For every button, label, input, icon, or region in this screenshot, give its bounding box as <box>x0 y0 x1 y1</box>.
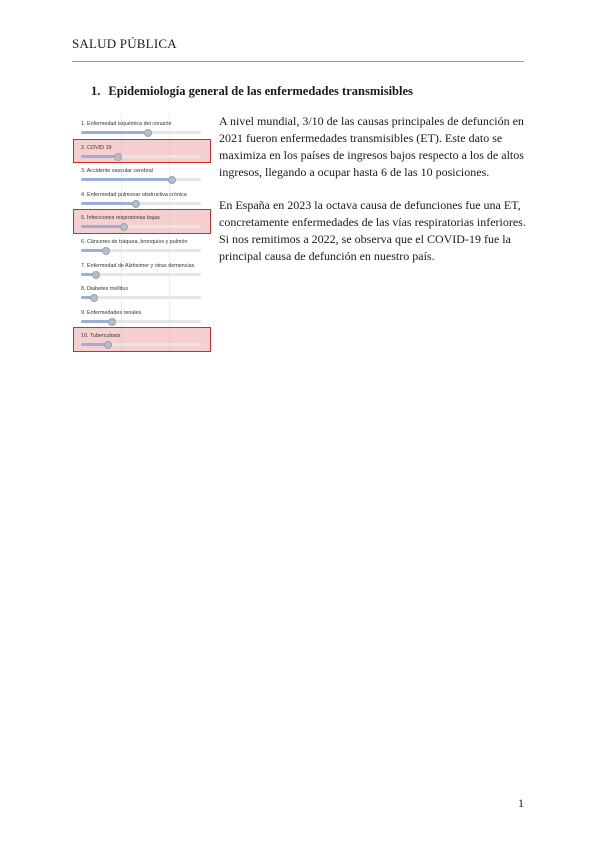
rank-label: 4. Enfermedad pulmonar obstructiva crónica <box>81 191 187 198</box>
rank-row <box>73 256 211 280</box>
rank-marker <box>92 271 100 279</box>
rank-label: 7. Enfermedad de Alzheimer y otras demencias <box>81 262 195 269</box>
rank-marker <box>90 294 98 302</box>
rank-track <box>81 273 201 276</box>
rank-track <box>81 202 201 205</box>
rank-marker <box>102 247 110 255</box>
section-heading <box>91 84 413 99</box>
rank-row <box>73 232 211 256</box>
rank-label: 3. Accidente vascular cerebral <box>81 168 153 175</box>
paragraph-2: En España en 2023 la octava causa de defunciones fue una ET, concretamente enfermedades de las vías respiratorias inferiores. Si nos remitimos a 2022, se observa que el COVID-19 fue la principal causa de defunción en nuestro país. <box>219 198 526 263</box>
rank-row <box>73 279 211 303</box>
rank-marker <box>168 176 176 184</box>
rank-marker <box>144 129 152 137</box>
rank-fill <box>81 131 147 134</box>
rank-marker <box>108 318 116 326</box>
rank-fill <box>81 225 123 228</box>
rank-label: 8. Diabetes mellitus <box>81 286 129 293</box>
section-title: Epidemiología general de las enfermedades transmisibles <box>108 84 413 98</box>
rank-row <box>73 138 211 162</box>
rank-fill <box>81 202 135 205</box>
rank-row <box>73 208 211 232</box>
rank-label: 9. Enfermedades renales <box>81 309 142 316</box>
rank-fill <box>81 178 171 181</box>
rank-marker <box>104 341 112 349</box>
rank-row <box>73 185 211 209</box>
rank-track <box>81 155 201 158</box>
body-text <box>219 113 527 281</box>
header-divider <box>72 61 524 62</box>
paragraph-1: A nivel mundial, 3/10 de las causas principales de defunción en 2021 fueron enfermedades transmisibles (ET). Este dato se maximiza en los países de ingresos bajos respecto a los de altos ingresos, llegando a ocupar hasta 6 de las 10 posiciones. <box>219 114 524 179</box>
page-header: SALUD PÚBLICA <box>72 36 177 51</box>
rank-track <box>81 296 201 299</box>
rank-marker <box>132 200 140 208</box>
rank-row <box>73 114 211 138</box>
rank-row <box>73 326 211 350</box>
rank-track <box>81 178 201 181</box>
rank-fill <box>81 155 117 158</box>
section-number: 1. <box>91 84 101 98</box>
rank-fill <box>81 320 111 323</box>
rank-row <box>73 161 211 185</box>
rank-label: 5. Infecciones respiratorias bajas <box>81 215 160 222</box>
rank-track <box>81 225 201 228</box>
rank-marker <box>114 153 122 161</box>
rank-marker <box>120 223 128 231</box>
page-number: 1 <box>518 796 524 810</box>
rank-label: 2. COVID 19 <box>81 144 112 151</box>
rank-label: 6. Cánceres de tráquea, bronquios y pulmón <box>81 239 188 245</box>
causes-of-death-figure <box>73 114 211 350</box>
rank-track <box>81 131 201 134</box>
rank-track <box>81 343 201 346</box>
rank-label: 1. Enfermedad isquémica del corazón <box>81 121 172 127</box>
rank-row <box>73 303 211 327</box>
rank-track <box>81 249 201 252</box>
rank-track <box>81 320 201 323</box>
rank-label: 10. Tuberculosis <box>81 333 121 340</box>
